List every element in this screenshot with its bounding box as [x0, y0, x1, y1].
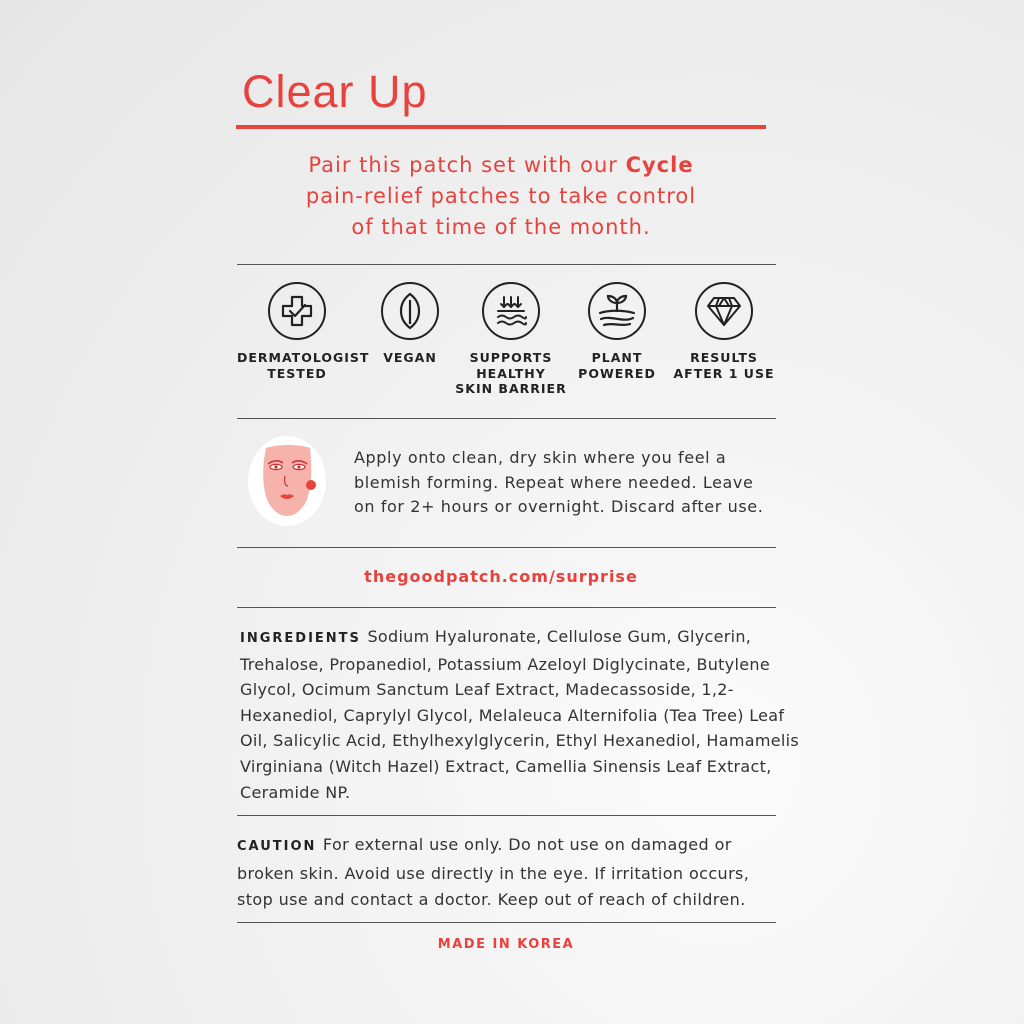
badge-row	[232, 282, 792, 402]
application-instructions: Apply onto clean, dry skin where you feel a blemish forming. Repeat where needed. Leave on for 2+ hours or overnight. Discard after use.	[354, 448, 764, 516]
made-in-label: MADE IN KOREA	[437, 937, 575, 952]
divider	[237, 418, 776, 419]
badge-skin-barrier	[451, 282, 571, 397]
promo-line-3: of that time of the month.	[351, 215, 651, 239]
caution-heading: CAUTION	[237, 839, 323, 854]
ingredients-list: Sodium Hyaluronate, Cellulose Gum, Glycerin, Trehalose, Propanediol, Potassium Azeloyl Diglycinate, Butylene Glycol, Ocimum Sanctum Leaf Extract, Madecassoside, 1,2-Hexanediol, Caprylyl Glycol, Melaleuca Alternifolia (Tea Tree) Leaf Oil, Salicylic Acid, Ethylhexylglycerin, Ethyl Hexanediol, Hamamelis Virginiana (Witch Hazel) Extract, Camellia Sinensis Leaf Extract, Ceramide NP.	[240, 627, 800, 802]
leaf-icon	[381, 282, 439, 340]
divider	[237, 922, 776, 923]
title-underline	[236, 125, 766, 129]
divider	[237, 547, 776, 548]
badge-label: VEGAN	[383, 350, 437, 365]
promo-product-name: Cycle	[625, 153, 694, 177]
dermatologist-cross-icon	[268, 282, 326, 340]
badge-results	[664, 282, 784, 381]
ingredients-section	[240, 624, 800, 805]
ingredients-heading: INGREDIENTS	[240, 631, 368, 646]
sprout-icon	[588, 282, 646, 340]
badge-label: PLANT POWERED	[578, 350, 656, 381]
promo-line-2: pain-relief patches to take control	[305, 184, 697, 208]
badge-dermatologist	[237, 282, 370, 381]
badge-plant-powered	[557, 282, 677, 381]
divider	[237, 607, 776, 608]
divider	[237, 264, 776, 265]
caution-section	[237, 832, 777, 914]
product-title: Clear Up	[242, 66, 428, 117]
diamond-icon	[695, 282, 753, 340]
caution-text: For external use only. Do not use on damaged or broken skin. Avoid use directly in the eye. If irritation occurs, stop use and contact a doctor. Keep out of reach of children.	[237, 835, 750, 909]
badge-label: DERMATOLOGIST TESTED	[237, 350, 370, 381]
badge-label: SUPPORTS HEALTHY SKIN BARRIER	[455, 350, 567, 396]
face-with-patch-icon	[248, 436, 326, 526]
badge-label: RESULTS AFTER 1 USE	[673, 350, 775, 381]
promo-text	[236, 150, 766, 243]
promo-line-1: Pair this patch set with our	[308, 153, 626, 177]
website-link[interactable]: thegoodpatch.com/surprise	[364, 567, 638, 586]
skin-barrier-icon	[482, 282, 540, 340]
divider	[237, 815, 776, 816]
